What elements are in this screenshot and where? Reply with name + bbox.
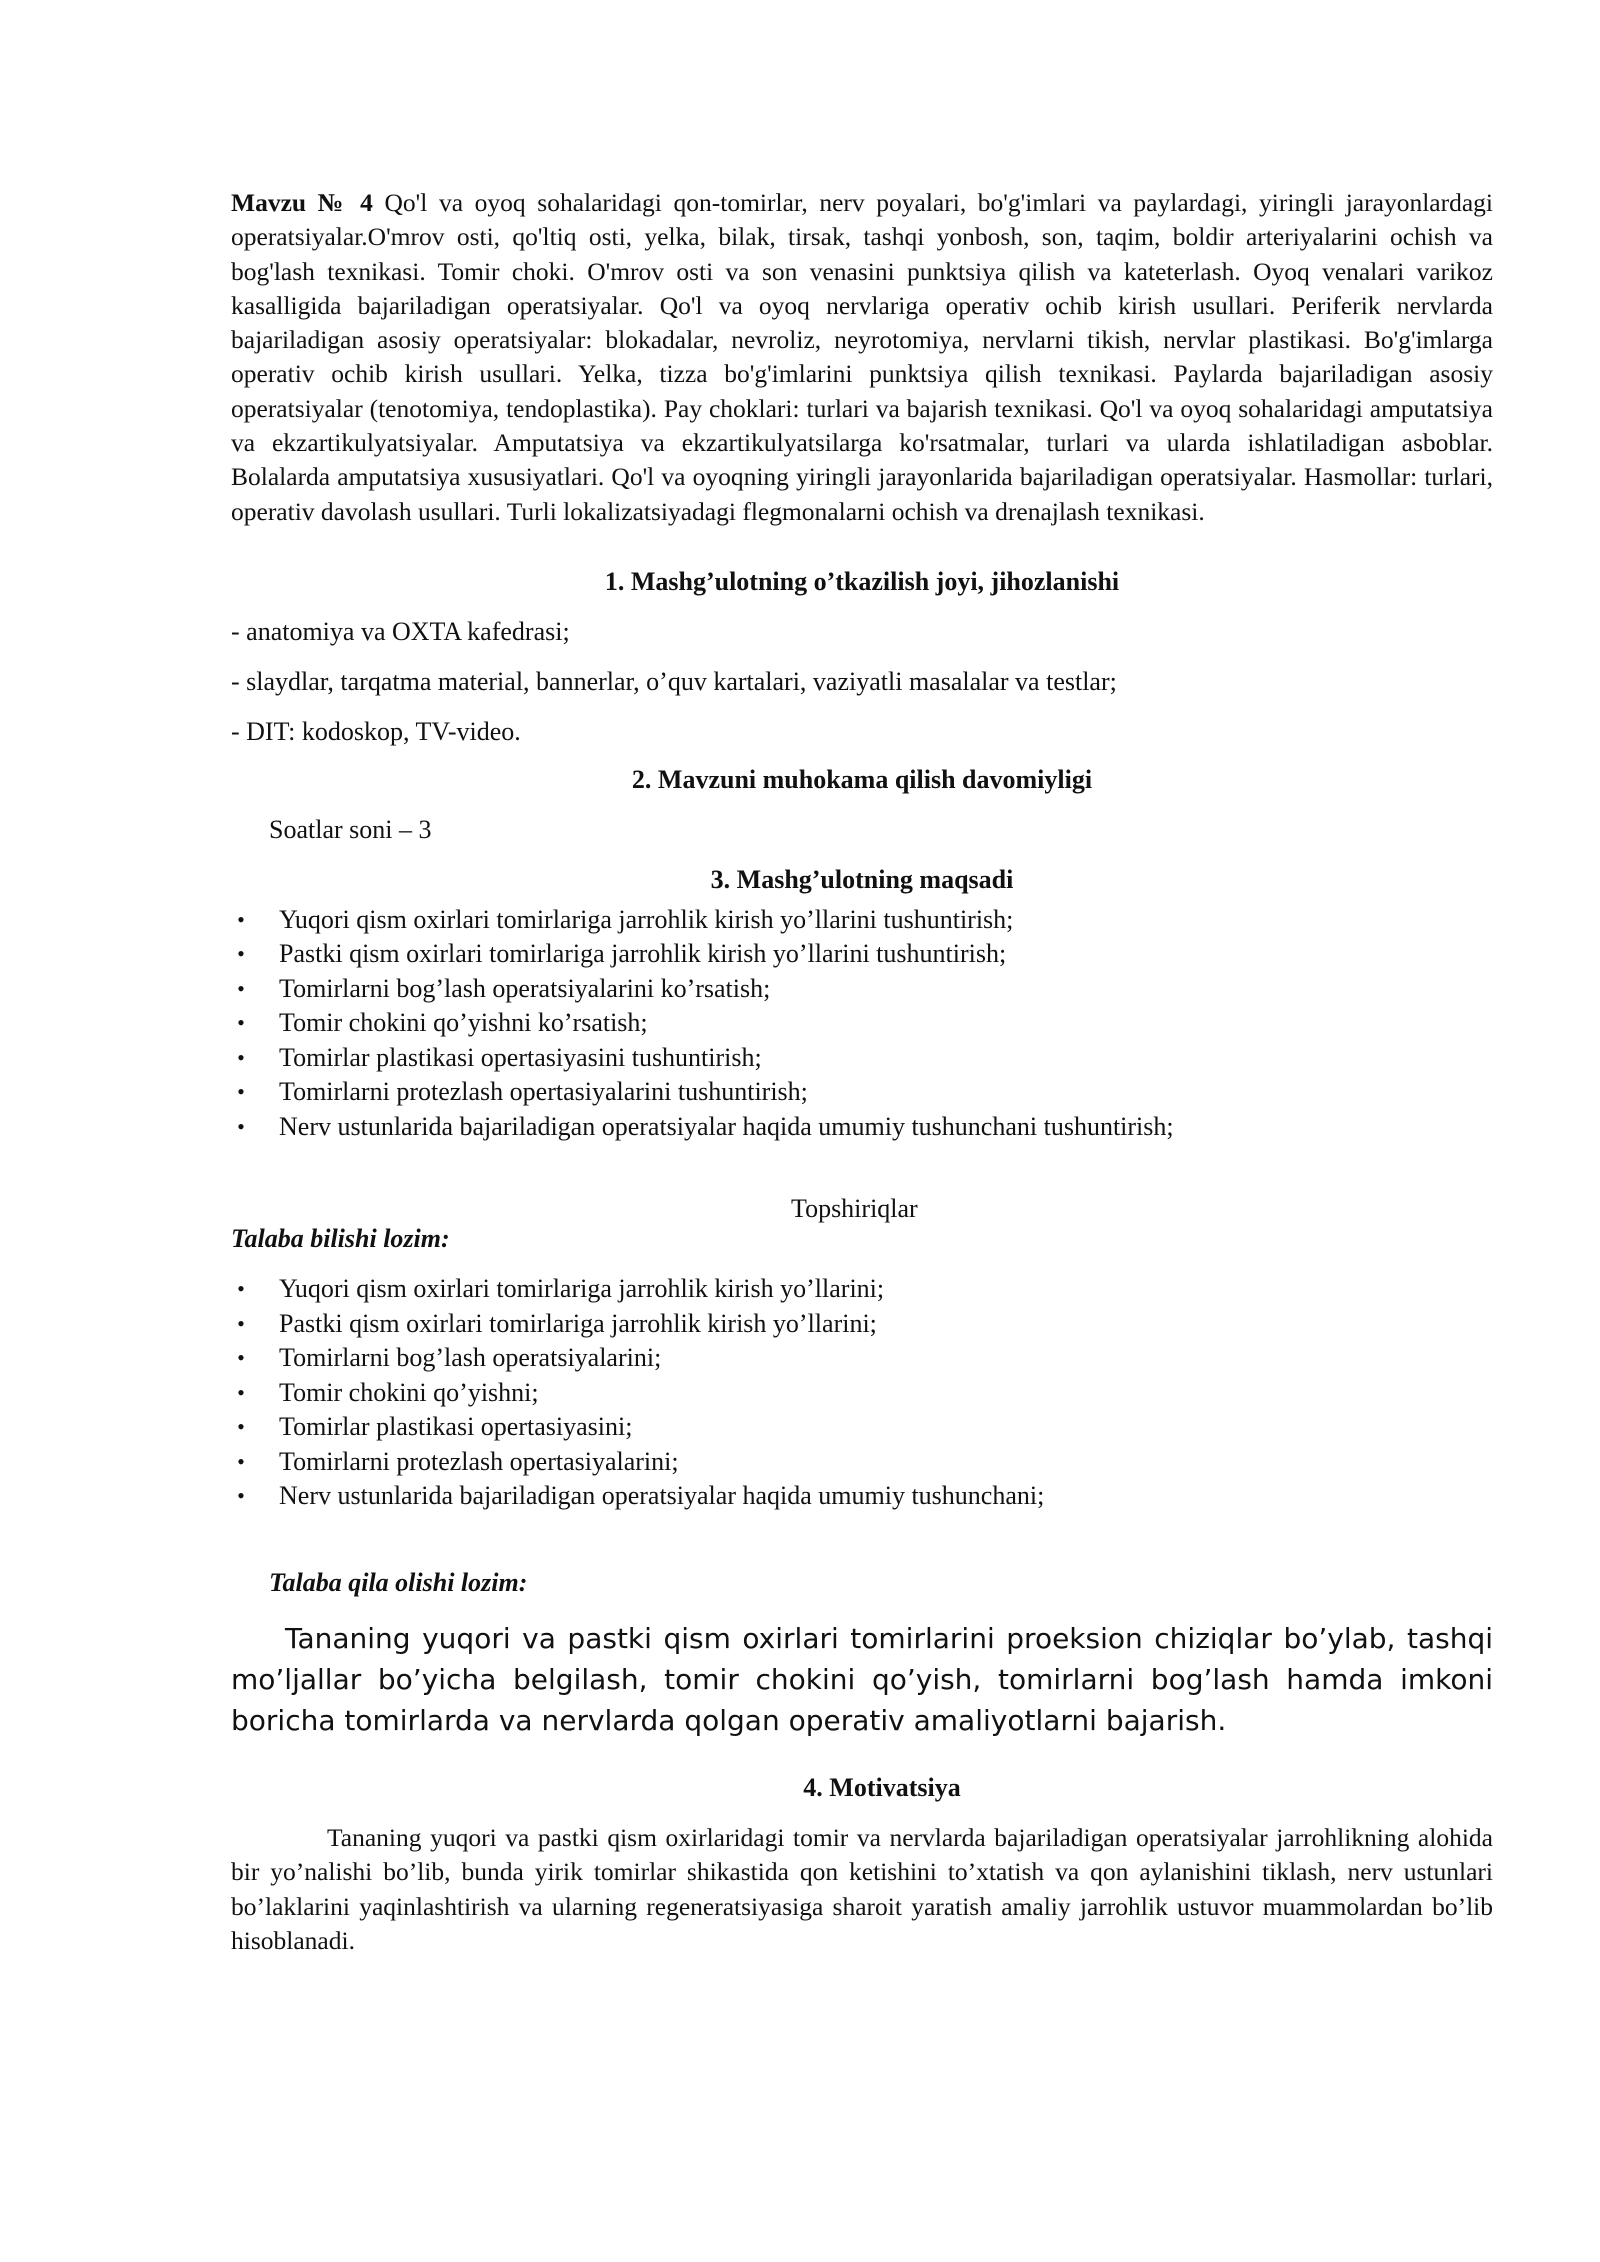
topic-paragraph xyxy=(231,186,1493,529)
bullet-icon: • xyxy=(237,1414,245,1440)
goals-list xyxy=(231,903,1493,1145)
list-item: • Tomirlarni bog’lash operatsiyalarini ko’rsatish; xyxy=(231,972,1493,1007)
tasks-heading: Topshiriqlar xyxy=(791,1194,918,1224)
topic-number: Mavzu № 4 xyxy=(231,188,373,217)
motivation-paragraph: Tananing yuqori va pastki qism oxirlaridagi tomir va nervlarda bajariladigan operatsiyalar jarrohlikning alohida bir yo’nalishi bo’lib, bunda yirik tomirlar shikastida qon ketishini to’xtatish va qon aylanishini tiklash, nerv ustunlari bo’laklarini yaqinlashtirish va ularning regeneratsiyasiga sharoit yaratish amaliy jarrohlik ustuvor muammolardan bo’lib hisoblanadi. xyxy=(231,1822,1493,1955)
list-item: • Tomirlar plastikasi opertasiyasini; xyxy=(231,1410,1493,1445)
bullet-icon: • xyxy=(237,1345,245,1371)
section-3-heading: 3. Mashg’ulotning maqsadi xyxy=(710,864,1014,894)
bullet-icon: • xyxy=(237,941,245,967)
list-item: • Tomirlarni protezlash opertasiyalarini; xyxy=(231,1445,1493,1480)
list-item: • Yuqori qism oxirlari tomirlariga jarrohlik kirish yo’llarini tushuntirish; xyxy=(231,903,1493,938)
bullet-icon: • xyxy=(237,1010,245,1036)
bullet-icon: • xyxy=(237,1483,245,1509)
know-list xyxy=(231,1272,1493,1514)
list-item: • Pastki qism oxirlari tomirlariga jarrohlik kirish yo’llarini; xyxy=(231,1307,1493,1342)
equipment-item-1: - anatomiya va OXTA kafedrasi; xyxy=(231,616,570,646)
section-1-heading: 1. Mashg’ulotning o’tkazilish joyi, jihozlanishi xyxy=(604,566,1120,596)
bullet-icon: • xyxy=(237,1379,245,1405)
section-4-heading: 4. Motivatsiya xyxy=(803,1772,961,1802)
list-item: • Tomirlar plastikasi opertasiyasini tushuntirish; xyxy=(231,1041,1493,1076)
skills-heading: Talaba qila olishi lozim: xyxy=(269,1567,528,1597)
list-item: • Tomir chokini qo’yishni ko’rsatish; xyxy=(231,1006,1493,1041)
bullet-icon: • xyxy=(237,1448,245,1474)
bullet-icon: • xyxy=(237,1276,245,1302)
topic-description: Qo'l va oyoq sohalaridagi qon-tomirlar, nerv poyalari, bo'g'imlari va paylardagi, yiringli jarayonlardagi operatsiyalar.O'mrov osti, qo'ltiq osti, yelka, bilak, tirsak, tashqi yonbosh, son, taqim, boldir arteriyalarini ochish va bog'lash texnikasi. Tomir choki. O'mrov osti va son venasini punktsiya qilish va kateterlash. Oyoq venalari varikoz kasalligida bajariladigan operatsiyalar. Qo'l va oyoq nervlariga operativ ochib kirish usullari. Periferik nervlarda bajariladigan asosiy operatsiyalar: blokadalar, nevroliz, neyrotomiya, nervlarni tikish, nervlar plastikasi. Bo'g'imlarga operativ ochib kirish usullari. Yelka, tizza bo'g'imlarini punktsiya qilish texnikasi. Paylarda bajariladigan asosiy operatsiyalar (tenotomiya, tendoplastika). Pay choklari: turlari va bajarish texnikasi. Qo'l va oyoq sohalaridagi amputatsiya va ekzartikulyatsiyalar. Amputatsiya va ekzartikulyatsilarga ko'rsatmalar, turlari va ularda ishlatiladigan asboblar. Bolalarda amputatsiya xususiyatlari. Qo'l va oyoqning yiringli jarayonlarida bajariladigan operatsiyalar. Hasmollar: turlari, operativ davolash usullari. Turli lokalizatsiyadagi flegmonalarni ochish va drenajlash texnikasi. xyxy=(231,188,1493,526)
bullet-icon: • xyxy=(237,1044,245,1070)
know-heading: Talaba bilishi lozim: xyxy=(231,1224,450,1254)
bullet-icon: • xyxy=(237,1310,245,1336)
bullet-icon: • xyxy=(237,1113,245,1139)
equipment-item-3: - DIT: kodoskop, TV-video. xyxy=(231,716,521,746)
skills-paragraph: Tananing yuqori va pastki qism oxirlari tomirlarini proeksion chiziqlar bo’ylab, tashqi mo’ljallar bo’yicha belgilash, tomir chokini qo’yish, tomirlarni bog’lash hamda imkoni boricha tomirlarda va nervlarda qolgan operativ amaliyotlarni bajarish. xyxy=(231,1621,1493,1737)
list-item: • Tomirlarni protezlash opertasiyalarini tushuntirish; xyxy=(231,1075,1493,1110)
list-item: • Nerv ustunlarida bajariladigan operatsiyalar haqida umumiy tushunchani; xyxy=(231,1479,1493,1514)
bullet-icon: • xyxy=(237,1079,245,1105)
list-item: • Tomirlarni bog’lash operatsiyalarini; xyxy=(231,1341,1493,1376)
list-item: • Tomir chokini qo’yishni; xyxy=(231,1376,1493,1411)
bullet-icon: • xyxy=(237,975,245,1001)
list-item: • Pastki qism oxirlari tomirlariga jarrohlik kirish yo’llarini tushuntirish; xyxy=(231,937,1493,972)
section-2-heading: 2. Mavzuni muhokama qilish davomiyligi xyxy=(631,764,1093,794)
equipment-item-2: - slaydlar, tarqatma material, bannerlar, o’quv kartalari, vaziyatli masalalar va testlar; xyxy=(231,666,1117,696)
hours-count: Soatlar soni – 3 xyxy=(269,814,432,844)
bullet-icon: • xyxy=(237,906,245,932)
document-content xyxy=(231,186,1493,1958)
list-item: • Yuqori qism oxirlari tomirlariga jarrohlik kirish yo’llarini; xyxy=(231,1272,1493,1307)
list-item: • Nerv ustunlarida bajariladigan operatsiyalar haqida umumiy tushunchani tushuntirish; xyxy=(231,1110,1493,1145)
